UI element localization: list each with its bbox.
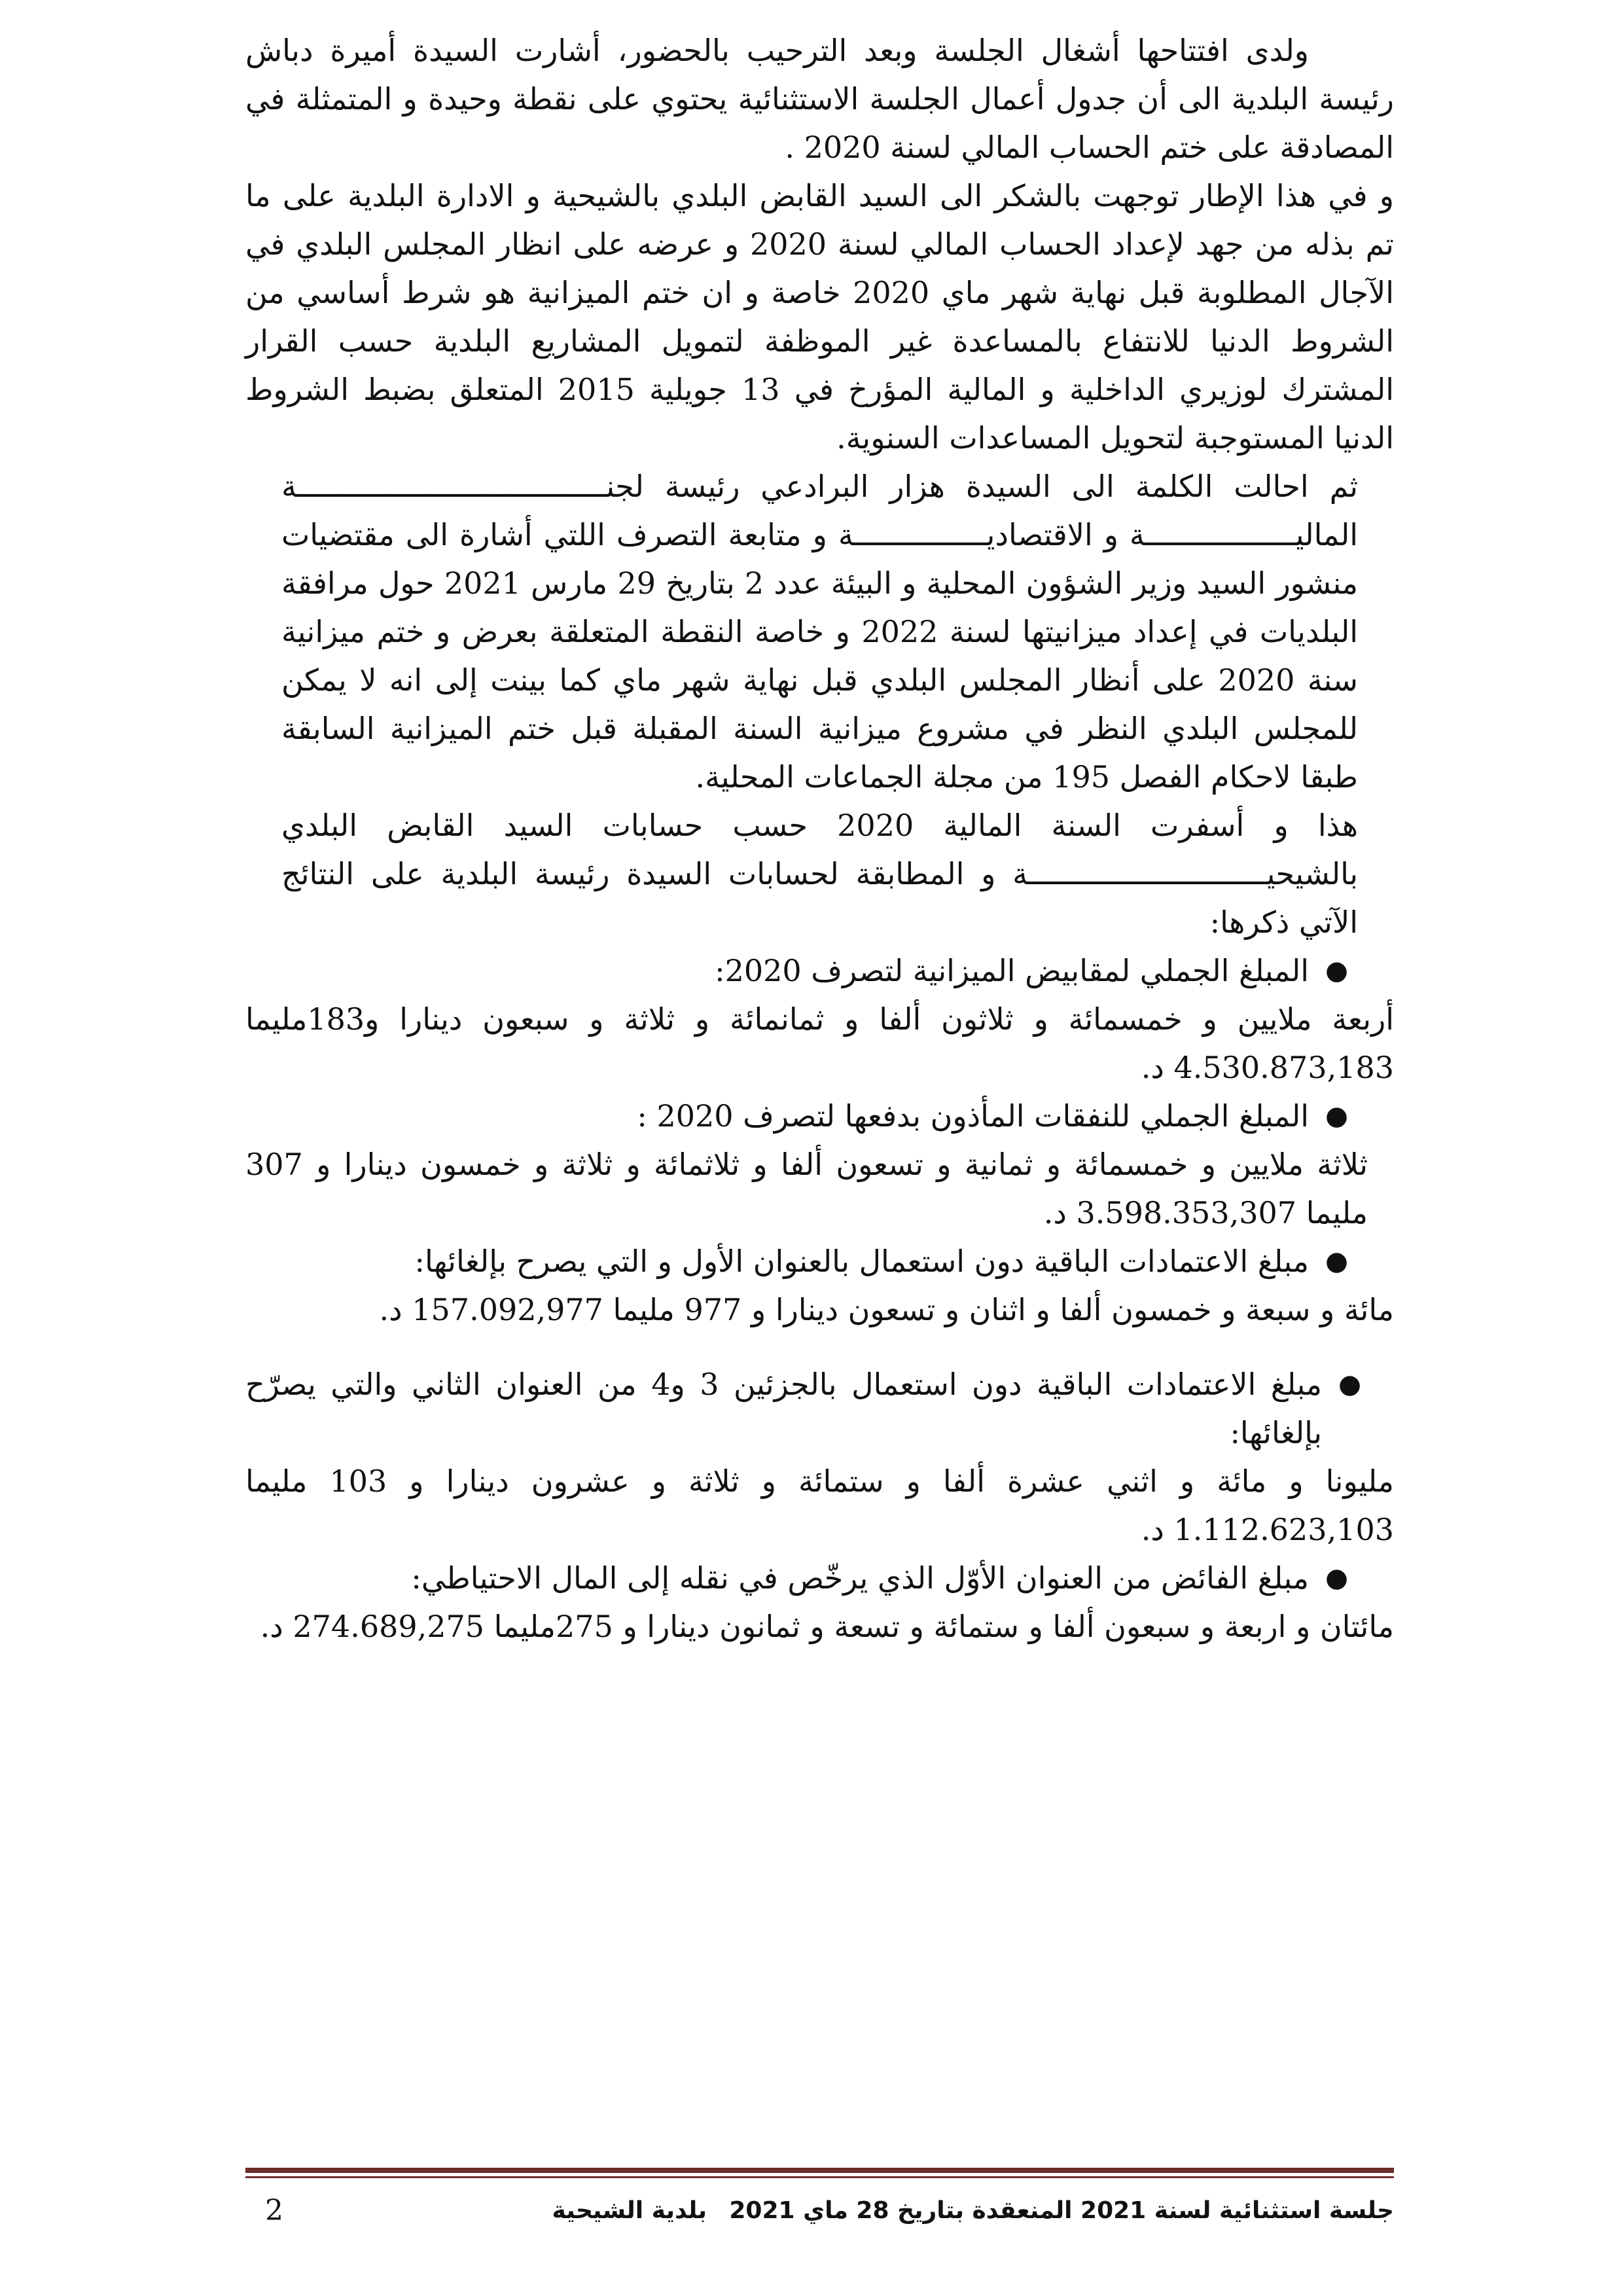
amount-title-two-credits: مليونا و مائة و اثني عشرة ألفا و ستمائة و ثلاثة و عشرون دينارا و 103 مليما 1.112.623,103 د. [245,1463,1394,1547]
footer-session-title: جلسة استثنائية لسنة 2021 المنعقدة بتاريخ 28 ماي 2021 [729,2197,1394,2224]
page-number: 2 [265,2194,283,2227]
amount-title-one-credits: مائة و سبعة و خمسون ألفا و اثنان و تسعون دينارا و 977 مليما 157.092,977 د. [379,1292,1394,1327]
bullet-dot-icon: ● [1325,1246,1348,1276]
paragraph-opening: ولدى افتتاحها أشغال الجلسة وبعد الترحيب بالحضور، أشارت السيدة أميرة دباش رئيسة البلدية الى أن جدول أعمال الجلسة الاستثنائية يحتوي على نقطة وحيدة و المتمثلة في المصادقة على ختم الحساب المالي لسنة 2020 . [245,33,1394,165]
paragraph-results-intro: هذا و أسفرت السنة المالية 2020 حسب حسابات السيد القابض البلدي بالشيحيـــــــــــــــــــــــــــة و المطابقة لحسابات السيدة رئيسة البلدية على النتائج الآتي ذكرها: [281,808,1358,940]
bullet-item-title-two-credits [245,1360,1394,1457]
bullet-heading: المبلغ الجملي للنفقات المأذون بدفعها لتصرف 2020 : [637,1098,1309,1134]
amount-revenues: أربعة ملايين و خمسمائة و ثلاثون ألفا و ثمانمائة و ثلاثة و سبعون دينارا و183مليما 4.530.873,183 د. [245,1001,1394,1085]
spacer [245,1334,1394,1360]
footer-municipality: بلدية الشيحية [552,2197,707,2224]
amount-expenses: ثلاثة ملايين و خمسمائة و ثمانية و تسعون ألفا و ثلاثمائة و ثلاثة و خمسون دينارا و 307 مليما 3.598.353,307 د. [245,1147,1368,1230]
bullet-dot-icon: ● [1325,1101,1348,1131]
page-footer [245,2191,1394,2231]
bullet-dot-icon: ● [1325,956,1348,986]
bullet-item-expenses [245,1092,1394,1140]
amount-surplus: مائتان و اربعة و سبعون ألفا و ستمائة و تسعة و ثمانون دينارا و 275مليما 274.689,275 د. [260,1609,1394,1644]
bullet-heading: مبلغ الاعتمادات الباقية دون استعمال بالجزئين 3 و4 من العنوان الثاني والتي يصرّح بإلغائها: [245,1367,1322,1450]
document-body [245,26,1394,1651]
paragraph-finance-committee: ثم احالت الكلمة الى السيدة هزار البرادعي رئيسة لجنـــــــــــــــــــــــــــــــــــة الماليـــــــــــــــــة و الاقتصاديـــــــــــــــة و متابعة التصرف اللتي أشارة الى مقتضيات منشور السيد وزير الشؤون المحلية و البيئة عدد 2 بتاريخ 29 مارس 2021 حول مرافقة البلديات في إعداد ميزانيتها لسنة 2022 و خاصة النقطة المتعلقة بعرض و ختم ميزانية سنة 2020 على أنظار المجلس البلدي قبل نهاية شهر ماي كما بينت إلى انه لا يمكن للمجلس البلدي النظر في مشروع ميزانية السنة المقبلة قبل ختم الميزانية السابقة طبقا لاحكام الفصل 195 من مجلة الجماعات المحلية. [281,469,1358,795]
bullet-item-revenues [245,946,1394,995]
bullet-heading: المبلغ الجملي لمقابيض الميزانية لتصرف 2020: [715,953,1309,988]
footer-divider-thick [245,2168,1394,2173]
paragraph-thanks: و في هذا الإطار توجهت بالشكر الى السيد القابض البلدي بالشيحية و الادارة البلدية على ما تم بذله من جهد لإعداد الحساب المالي لسنة 2020 و عرضه على انظار المجلس البلدي في الآجال المطلوبة قبل نهاية شهر ماي 2020 خاصة و ان ختم الميزانية هو شرط أساسي من الشروط الدنيا للانتفاع بالمساعدة غير الموظفة لتمويل المشاريع البلدية حسب القرار المشترك لوزيري الداخلية و المالية المؤرخ في 13 جويلية 2015 المتعلق بضبط الشروط الدنيا المستوجبة لتحويل المساعدات السنوية. [245,178,1394,456]
bullet-heading: مبلغ الفائض من العنوان الأوّل الذي يرخّص في نقله إلى المال الاحتياطي: [411,1560,1309,1596]
bullet-dot-icon: ● [1325,1563,1348,1593]
footer-divider-thin [245,2176,1394,2178]
bullet-item-surplus [245,1554,1394,1602]
bullet-dot-icon: ● [1338,1369,1361,1399]
bullet-heading: مبلغ الاعتمادات الباقية دون استعمال بالعنوان الأول و التي يصرح بإلغائها: [414,1244,1309,1279]
bullet-item-title-one-credits [245,1237,1394,1285]
